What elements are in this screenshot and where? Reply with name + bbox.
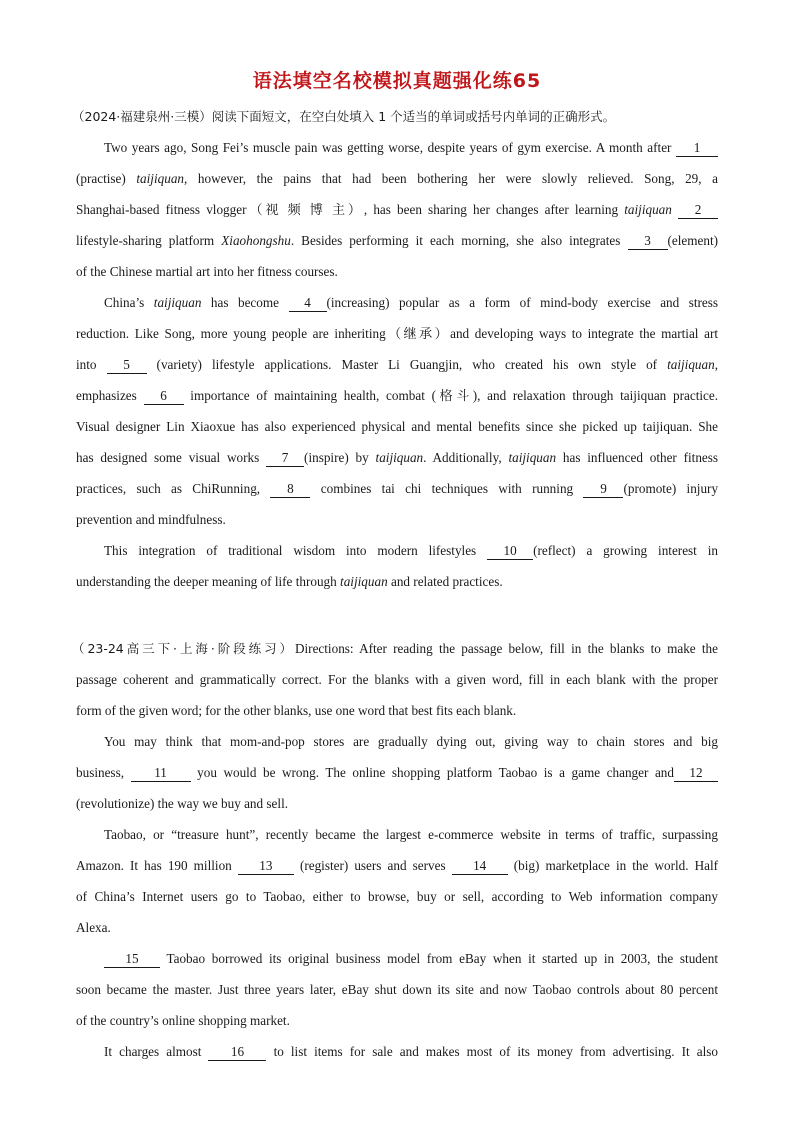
text-span: (promote) injury (623, 481, 719, 496)
text-line (76, 287, 718, 318)
text-span: , (714, 357, 718, 372)
text-line (76, 695, 718, 726)
text-span: to list items for sale and makes most of its money from advertising. It also (273, 1044, 718, 1059)
blank-3[interactable]: 3 (628, 232, 668, 250)
text-line (76, 473, 718, 504)
text-span: (register) users and serves (299, 858, 446, 873)
text-line (76, 225, 718, 256)
text-span: into (76, 357, 97, 372)
directions-text: Directions: After reading the passage below, fill in the blanks to make the (294, 641, 718, 656)
text-span: You may think that mom-and-pop stores are gradually dying out, giving way to chain stores and big (104, 734, 718, 749)
text-span: reduction. Like Song, more young people are inheriting（继承）and developing ways to integrate the martial art (76, 326, 718, 341)
italic-term: taijiquan (508, 450, 557, 465)
text-line (76, 664, 718, 695)
text-span: Visual designer Lin Xiaoxue has also experienced physical and mental benefits since she picked up taijiquan. She (76, 419, 718, 434)
text-span: China’s (104, 295, 145, 310)
blank-1[interactable]: 1 (676, 139, 718, 157)
page-title: 语法填空名校模拟真题强化练65 (252, 70, 542, 92)
text-span: Taobao, or “treasure hunt”, recently became the largest e-commerce website in terms of traffic, surpassing (104, 827, 718, 842)
blank-2[interactable]: 2 (678, 201, 718, 219)
blank-14[interactable]: 14 (452, 857, 508, 875)
italic-term: taijiquan (153, 295, 202, 310)
passage-1-instruction: 阅读下面短文，在空白处填入 1 个适当的单词或括号内单词的正确形式。 (211, 109, 616, 124)
text-span: , however, the pains that had been bothering her were slowly relieved. Song, 29, a (184, 171, 719, 186)
text-span: business, (76, 765, 124, 780)
text-span: It charges almost (104, 1044, 202, 1059)
text-line (76, 442, 718, 473)
italic-term: taijiquan (340, 574, 388, 589)
text-span: (variety) lifestyle applications. Master Li Guangjin, who created his own style of (156, 357, 658, 372)
text-span: Amazon. It has 190 million (76, 858, 232, 873)
blank-6[interactable]: 6 (144, 387, 184, 405)
text-span: you would be wrong. The online shopping platform Taobao is a game changer and (197, 765, 674, 780)
text-span: has designed some visual works (76, 450, 260, 465)
text-span: (inspire) by (304, 450, 369, 465)
text-span: emphasizes (76, 388, 137, 403)
text-span: Alexa. (76, 920, 111, 935)
text-span: . Besides performing it each morning, she also integrates (290, 233, 621, 248)
text-span: (big) marketplace in the world. Half (513, 858, 719, 873)
text-line (76, 380, 718, 411)
text-line (76, 349, 718, 380)
text-span: Taobao borrowed its original business model from eBay when it started up in 2003, the student (166, 951, 719, 966)
passage-2-source: （23-24高三下·上海·阶段练习） (72, 641, 295, 656)
text-line (76, 881, 718, 912)
blank-16[interactable]: 16 (208, 1043, 266, 1061)
text-span: combines tai chi techniques with running (320, 481, 574, 496)
text-span: importance of maintaining health, combat (格斗), and relaxation through taijiquan practice. (190, 388, 719, 403)
text-span: of the Chinese martial art into her fitness courses. (76, 264, 338, 279)
text-line (76, 757, 718, 788)
blank-5[interactable]: 5 (107, 356, 147, 374)
text-span: prevention and mindfulness. (76, 512, 226, 527)
italic-term: taijiquan (667, 357, 715, 372)
passage-1 (72, 101, 719, 597)
blank-15[interactable]: 15 (104, 950, 160, 968)
text-line (76, 256, 718, 287)
text-span: of the country’s online shopping market. (76, 1013, 290, 1028)
blank-12[interactable]: 12 (674, 764, 718, 782)
text-line (76, 194, 718, 225)
blank-10[interactable]: 10 (487, 542, 533, 560)
text-line (76, 943, 718, 974)
blank-13[interactable]: 13 (238, 857, 294, 875)
text-line (76, 726, 718, 757)
text-span: (reflect) a growing interest in (533, 543, 719, 558)
text-span: understanding the deeper meaning of life through (76, 574, 337, 589)
text-line (76, 1005, 718, 1036)
text-span: soon became the master. Just three years later, eBay shut down its site and now Taobao controls about 80 percent (76, 982, 718, 997)
text-line (76, 1036, 718, 1067)
text-span: Two years ago, Song Fei’s muscle pain was getting worse, despite years of gym exercise. A month after (104, 140, 672, 155)
text-line (76, 974, 718, 1005)
text-line (76, 912, 718, 943)
text-line (76, 850, 718, 881)
text-span: has influenced other fitness (562, 450, 719, 465)
text-line (76, 788, 718, 819)
text-line (76, 535, 718, 566)
blank-4[interactable]: 4 (289, 294, 327, 312)
text-span: Shanghai-based fitness vlogger（视 频 博 主）, has been sharing her changes after learning (76, 202, 619, 217)
text-line (76, 163, 718, 194)
text-span: has become (210, 295, 279, 310)
text-span: (increasing) popular as a form of mind-body exercise and stress (326, 295, 719, 310)
italic-term: Xiaohongshu (221, 233, 291, 248)
passage-1-source: （2024·福建泉州·三模） (72, 109, 212, 124)
text-span: of China’s Internet users go to Taobao, either to browse, buy or sell, according to Web information company (76, 889, 718, 904)
text-line (76, 318, 718, 349)
text-line (76, 504, 718, 535)
text-line (76, 819, 718, 850)
directions-text: form of the given word; for the other blanks, use one word that best fits each blank. (76, 703, 517, 718)
text-line (76, 132, 718, 163)
blank-11[interactable]: 11 (131, 764, 191, 782)
passage-2 (72, 633, 719, 1067)
text-span: (element) (667, 233, 719, 248)
text-line (76, 566, 718, 597)
passage-1-header (72, 101, 718, 132)
blank-8[interactable]: 8 (270, 480, 310, 498)
text-span: This integration of traditional wisdom into modern lifestyles (104, 543, 477, 558)
directions-text: passage coherent and grammatically correct. For the blanks with a given word, fill in each blank with the proper (76, 672, 718, 687)
text-line (76, 411, 718, 442)
italic-term: taijiquan (624, 202, 672, 217)
text-span: (practise) (76, 171, 126, 186)
italic-term: taijiquan (136, 171, 185, 186)
blank-9[interactable]: 9 (583, 480, 623, 498)
text-span: . Additionally, (423, 450, 502, 465)
text-span: and related practices. (390, 574, 503, 589)
italic-term: taijiquan (375, 450, 424, 465)
blank-7[interactable]: 7 (266, 449, 304, 467)
text-line (72, 633, 718, 664)
text-span: practices, such as ChiRunning, (76, 481, 261, 496)
text-span: (revolutionize) the way we buy and sell. (76, 796, 289, 811)
text-span: lifestyle-sharing platform (76, 233, 215, 248)
